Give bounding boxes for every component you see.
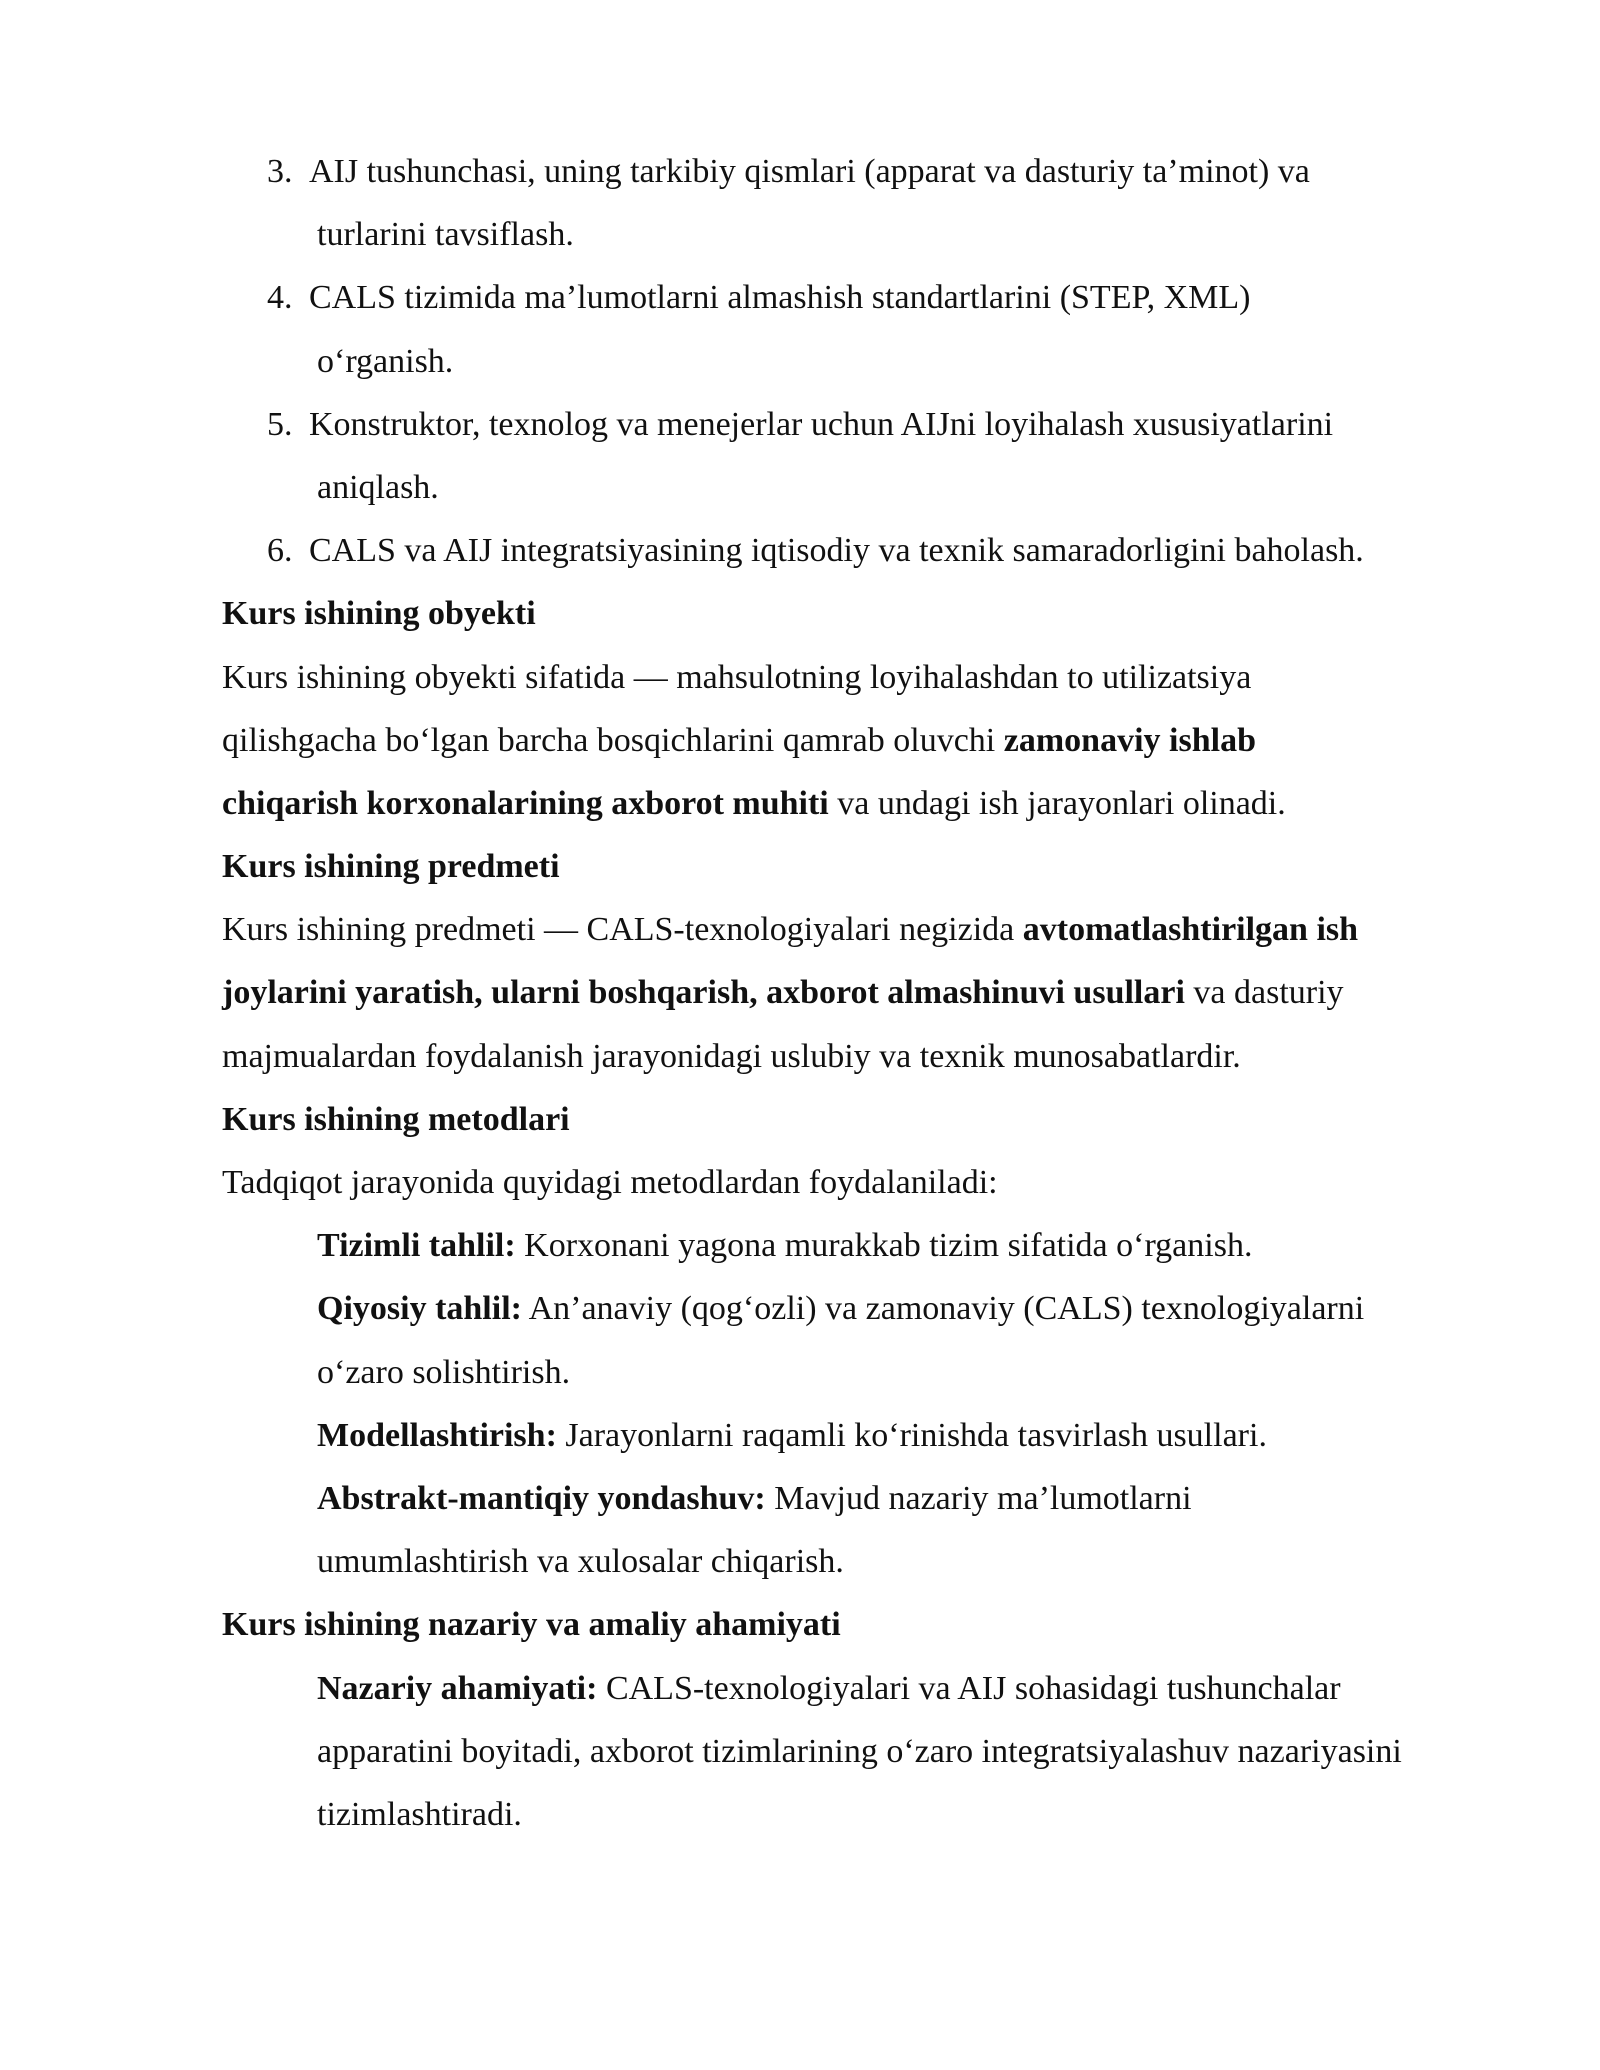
list-item [222, 266, 1500, 329]
significance-item [222, 1657, 1500, 1720]
significance-item-continuation: tizimlashtiradi. [317, 1795, 522, 1833]
list-item [222, 393, 1500, 456]
list-number: 5. [267, 405, 293, 443]
list-item [222, 140, 1500, 203]
object-section [222, 582, 1500, 835]
paragraph-line: Tadqiqot jarayonida quyidagi metodlardan foydalaniladi: [222, 1164, 998, 1201]
method-text: Mavjud nazariy ma’lumotlarni [765, 1479, 1192, 1517]
paragraph-line: majmualardan foydalanish jarayonidagi uslubiy va texnik munosabatlardir. [222, 1037, 1241, 1075]
method-item [222, 1214, 1500, 1277]
text-run: qilishgacha bo‘lgan barcha bosqichlarini qamrab oluvchi [222, 721, 1004, 759]
bold-run: joylarini yaratish, ularni boshqarish, axborot almashinuvi usullari [222, 974, 1185, 1012]
list-number: 4. [267, 279, 293, 317]
method-text: Korxonani yagona murakkab tizim sifatida o‘rganish. [515, 1227, 1253, 1265]
list-item-continuation: turlarini tavsiflash. [317, 216, 574, 254]
method-item-continuation: o‘zaro solishtirish. [317, 1353, 571, 1391]
list-number: 3. [267, 153, 293, 190]
list-text: CALS va AIJ integratsiyasining iqtisodiy va texnik samaradorligini baholash. [309, 532, 1364, 570]
section-heading: Kurs ishining metodlari [222, 1100, 570, 1138]
methods-section [222, 1088, 1500, 1594]
method-label: Abstrakt-mantiqiy yondashuv: [317, 1479, 766, 1517]
section-heading: Kurs ishining predmeti [222, 848, 560, 886]
objectives-list [222, 140, 1500, 582]
significance-item-continuation: apparatini boyitadi, axborot tizimlarining o‘zaro integratsiyalashuv nazariyasini [317, 1732, 1402, 1770]
method-label: Tizimli tahlil: [317, 1227, 516, 1265]
list-number: 6. [267, 532, 293, 570]
subject-section [222, 835, 1500, 1088]
text-run: va undagi ish jarayonlari olinadi. [828, 784, 1286, 822]
list-text: Konstruktor, texnolog va menejerlar uchun AIJni loyihalash xususiyatlarini [309, 405, 1334, 443]
significance-section [222, 1593, 1500, 1846]
bold-run: avtomatlashtirilgan ish [1022, 911, 1359, 949]
text-run: Kurs ishining predmeti — CALS-texnologiyalari negizida [222, 911, 1023, 949]
method-label: Qiyosiy tahlil: [317, 1290, 522, 1328]
method-text: Jarayonlarni raqamli ko‘rinishda tasvirlash usullari. [556, 1416, 1267, 1454]
bold-run: chiqarish korxonalarining axborot muhiti [222, 784, 829, 822]
method-item-continuation: umumlashtirish va xulosalar chiqarish. [317, 1543, 844, 1581]
method-item [222, 1467, 1500, 1530]
document-page [222, 140, 1500, 1846]
text-run: va dasturiy [1184, 974, 1344, 1012]
list-text: CALS tizimida ma’lumotlarni almashish standartlarini (STEP, XML) [309, 279, 1251, 317]
list-item-continuation: aniqlash. [317, 468, 439, 506]
method-label: Modellashtirish: [317, 1416, 557, 1454]
method-item [222, 1277, 1500, 1340]
paragraph-line [222, 772, 1500, 835]
section-heading: Kurs ishining obyekti [222, 595, 536, 633]
bold-run: zamonaviy ishlab [1003, 721, 1256, 759]
method-item [222, 1404, 1500, 1467]
method-text: An’anaviy (qog‘ozli) va zamonaviy (CALS) texnologiyalarni [521, 1290, 1365, 1328]
list-text: AIJ tushunchasi, uning tarkibiy qismlari (apparat va dasturiy ta’minot) va [309, 153, 1310, 190]
paragraph-line [222, 709, 1500, 772]
significance-label: Nazariy ahamiyati: [317, 1669, 598, 1707]
paragraph-line [222, 898, 1500, 961]
section-heading: Kurs ishining nazariy va amaliy ahamiyati [222, 1606, 841, 1644]
paragraph-line [222, 961, 1500, 1024]
list-item-continuation: o‘rganish. [317, 342, 454, 380]
significance-text: CALS-texnologiyalari va AIJ sohasidagi tushunchalar [597, 1669, 1341, 1707]
list-item [222, 519, 1500, 582]
paragraph-line: Kurs ishining obyekti sifatida — mahsulotning loyihalashdan to utilizatsiya [222, 658, 1252, 696]
